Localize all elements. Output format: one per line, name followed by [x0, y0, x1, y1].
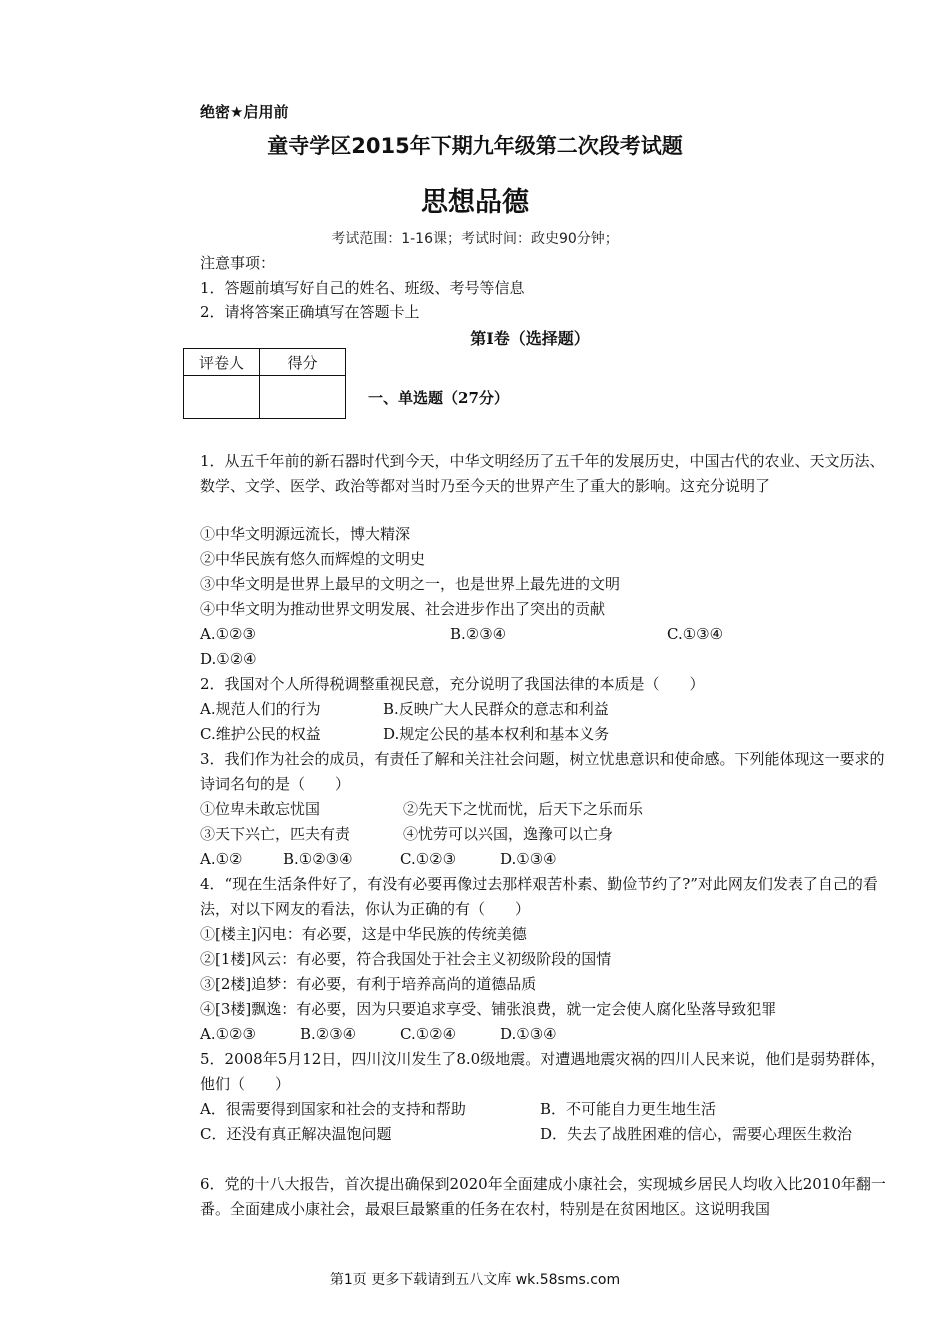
- q4-statement: ③[2楼]追梦：有必要，有利于培养高尚的道德品质: [200, 975, 537, 993]
- q1-option-a[interactable]: A.①②③: [200, 625, 256, 643]
- notice-item: 2．请将答案正确填写在答题卡上: [200, 303, 420, 321]
- q3-option-a[interactable]: A.①②: [200, 850, 243, 868]
- subject-title: 思想品德: [421, 187, 529, 218]
- question-5-stem: 5．2008年5月12日，四川汶川发生了8.0级地震。对遭遇地震灾祸的四川人民来说，他们是弱势群体，他们（ ）: [200, 1050, 886, 1093]
- q2-option-a[interactable]: A.规范人们的行为: [200, 700, 321, 718]
- q3-statement: ②先天下之忧而忧，后天下之乐而乐: [403, 800, 644, 818]
- q1-options: [200, 622, 890, 647]
- question-2-stem: 2．我国对个人所得税调整重视民意，充分说明了我国法律的本质是（ ）: [200, 675, 705, 693]
- q4-option-a[interactable]: A.①②③: [200, 1025, 256, 1043]
- q1-option-c[interactable]: C.①③④: [667, 625, 724, 643]
- q1-statement: ④中华文明为推动世界文明发展、社会进步作出了突出的贡献: [200, 600, 606, 618]
- q1-statement: ②中华民族有悠久而辉煌的文明史: [200, 550, 426, 568]
- score-header: 得分: [260, 349, 346, 376]
- page-footer: 第1页 更多下载请到五八文库 wk.58sms.com: [329, 1272, 621, 1288]
- q3-statement: ④忧劳可以兴国，逸豫可以亡身: [403, 825, 614, 843]
- q4-statement: ④[3楼]飘逸：有必要，因为只要追求享受、铺张浪费，就一定会使人腐化坠落导致犯罪: [200, 1000, 777, 1018]
- question-1-stem: 1．从五千年前的新石器时代到今天，中华文明经历了五千年的发展历史，中国古代的农业、天文历法、数学、文学、医学、政治等都对当时乃至今天的世界产生了重大的影响。这充分说明了: [200, 452, 885, 495]
- q2-option-b[interactable]: B.反映广大人民群众的意志和利益: [383, 700, 609, 718]
- q4-statement: ②[1楼]风云：有必要，符合我国处于社会主义初级阶段的国情: [200, 950, 612, 968]
- question-4-stem: 4．“现在生活条件好了，有没有必要再像过去那样艰苦朴素、勤俭节约了?”对此网友们发表了自己的看法，对以下网友的看法，你认为正确的有（ ）: [200, 875, 878, 918]
- q3-option-d[interactable]: D.①③④: [500, 850, 557, 868]
- q4-statement: ①[楼主]闪电：有必要，这是中华民族的传统美德: [200, 925, 527, 943]
- q3-option-c[interactable]: C.①②③: [400, 850, 457, 868]
- q4-option-c[interactable]: C.①②④: [400, 1025, 457, 1043]
- part-title: 第Ⅰ卷（选择题）: [470, 329, 590, 348]
- q2-option-d[interactable]: D.规定公民的基本权利和基本义务: [383, 725, 610, 743]
- exam-title: 童寺学区2015年下期九年级第二次段考试题: [267, 134, 683, 158]
- q1-statement: ①中华文明源远流长，博大精深: [200, 525, 411, 543]
- q1-option-b[interactable]: B.②③④: [450, 625, 507, 643]
- question-6-stem: 6．党的十八大报告，首次提出确保到2020年全面建成小康社会，实现城乡居民人均收入比2010年翻一番。全面建成小康社会，最艰巨最繁重的任务在农村，特别是在贫困地区。这说明我国: [200, 1175, 886, 1218]
- confidential-mark: 绝密★启用前: [200, 103, 289, 121]
- q1-statement: ③中华文明是世界上最早的文明之一，也是世界上最先进的文明: [200, 575, 621, 593]
- q5-option-d[interactable]: D．失去了战胜困难的信心，需要心理医生救治: [540, 1125, 853, 1143]
- q1-option-d[interactable]: D.①②④: [200, 650, 257, 668]
- notice-heading: 注意事项：: [200, 254, 276, 272]
- q3-option-b[interactable]: B.①②③④: [283, 850, 353, 868]
- q4-option-b[interactable]: B.②③④: [300, 1025, 357, 1043]
- score-table: [183, 348, 346, 419]
- notice-item: 1．答题前填写好自己的姓名、班级、考号等信息: [200, 279, 525, 297]
- section-title: 一、单选题（27分）: [368, 389, 509, 407]
- grader-cell[interactable]: [184, 376, 260, 419]
- grader-header: 评卷人: [184, 349, 260, 376]
- q2-option-c[interactable]: C.维护公民的权益: [200, 725, 321, 743]
- q4-option-d[interactable]: D.①③④: [500, 1025, 557, 1043]
- q3-statement: ①位卑未敢忘忧国: [200, 800, 321, 818]
- score-cell[interactable]: [260, 376, 346, 419]
- q5-option-c[interactable]: C．还没有真正解决温饱问题: [200, 1125, 392, 1143]
- q3-statement: ③天下兴亡，匹夫有责: [200, 825, 351, 843]
- q5-option-b[interactable]: B．不可能自力更生地生活: [540, 1100, 717, 1118]
- exam-scope: 考试范围：1-16课；考试时间：政史90分钟；: [331, 231, 619, 247]
- q5-option-a[interactable]: A．很需要得到国家和社会的支持和帮助: [200, 1100, 466, 1118]
- question-3-stem: 3．我们作为社会的成员，有责任了解和关注社会问题，树立忧患意识和使命感。下列能体现这一要求的诗词名句的是（ ）: [200, 750, 885, 793]
